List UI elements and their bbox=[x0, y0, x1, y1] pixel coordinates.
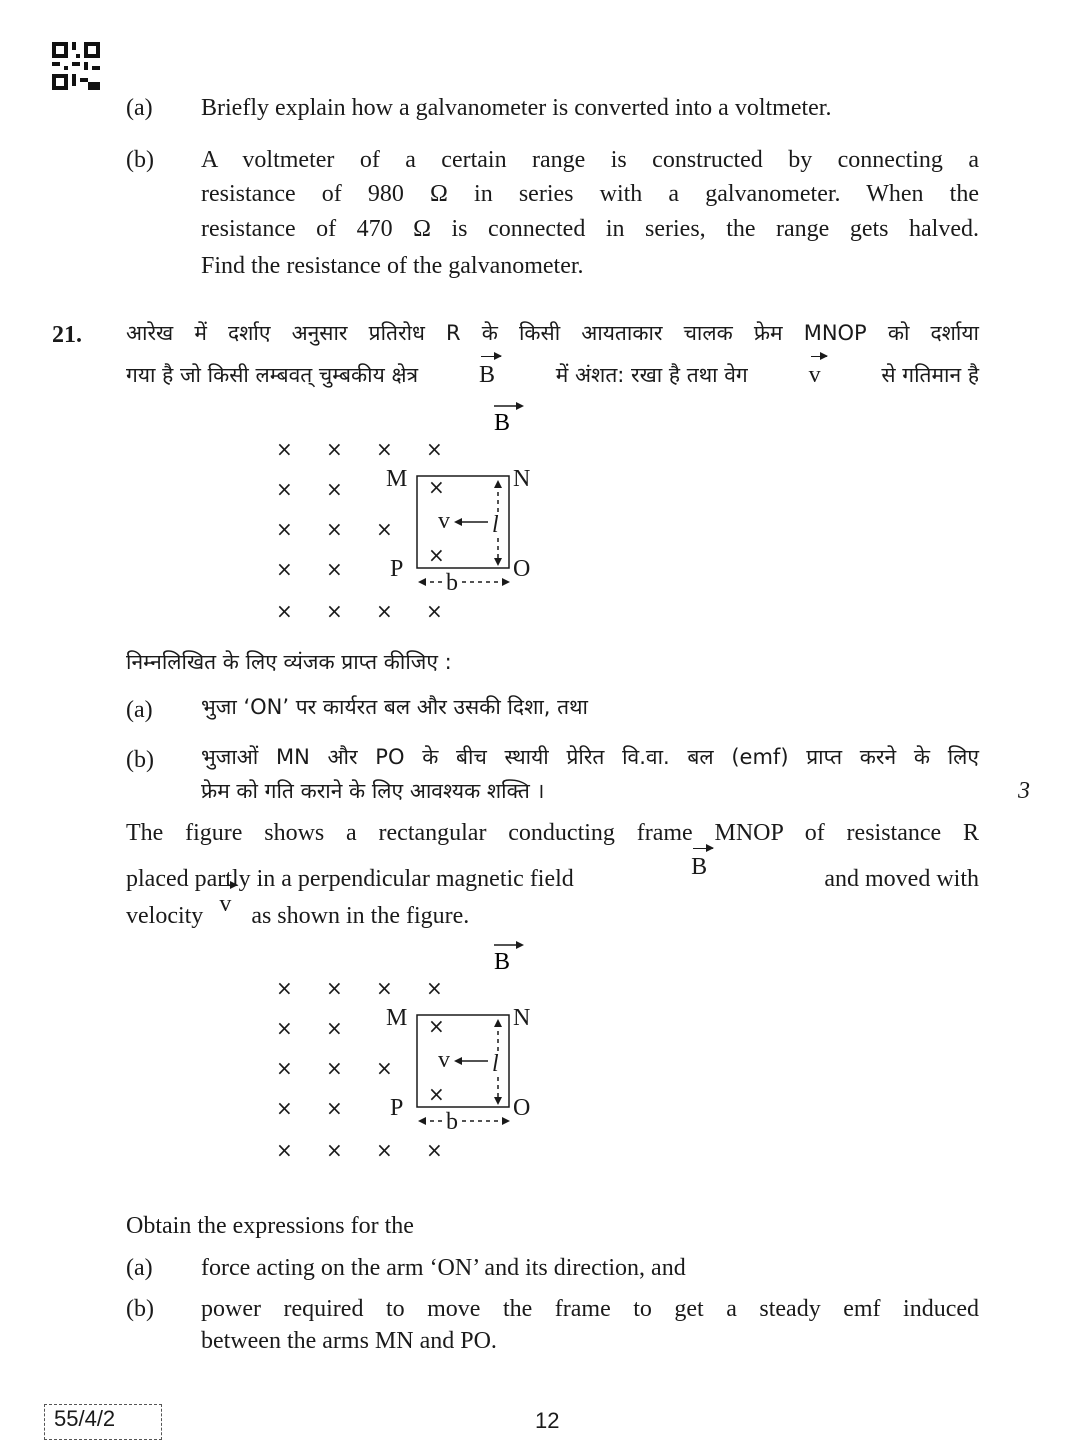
figure-svg bbox=[262, 935, 582, 1175]
cross-mark: × bbox=[376, 599, 393, 623]
q21-en-text: and moved with bbox=[824, 866, 979, 892]
corner-n-label: N bbox=[513, 1005, 531, 1031]
corner-o-label: O bbox=[513, 1095, 531, 1121]
cross-mark: × bbox=[326, 437, 343, 461]
corner-m-label: M bbox=[386, 1005, 408, 1031]
vector-v-symbol: v bbox=[809, 358, 821, 392]
cross-mark: × bbox=[326, 517, 343, 541]
cross-mark: × bbox=[276, 1016, 293, 1040]
q21-hindi-line: आरेख में दर्शाए अनुसार प्रतिरोध R के किसी आयताकार चालक फ्रेम MNOP को दर्शाया bbox=[126, 321, 979, 345]
q20-b-line: Find the resistance of the galvanometer. bbox=[201, 253, 584, 279]
cross-mark: × bbox=[276, 599, 293, 623]
cross-mark: × bbox=[276, 437, 293, 461]
q20-a-label: (a) bbox=[126, 95, 153, 121]
cross-mark: × bbox=[428, 1082, 445, 1106]
corner-o-label: O bbox=[513, 556, 531, 582]
cross-mark: × bbox=[276, 477, 293, 501]
cross-mark: × bbox=[326, 599, 343, 623]
frame-figure-hindi bbox=[262, 396, 582, 636]
vector-v-symbol: v bbox=[219, 887, 231, 921]
field-b-label: B bbox=[494, 949, 511, 975]
cross-mark: × bbox=[326, 1096, 343, 1120]
question-number: 21. bbox=[52, 322, 82, 348]
field-b-label: B bbox=[494, 410, 511, 436]
q21-en-text: velocity bbox=[126, 903, 204, 929]
crosses bbox=[276, 437, 445, 623]
cross-mark: × bbox=[426, 599, 443, 623]
cross-mark: × bbox=[376, 1056, 393, 1080]
cross-mark: × bbox=[376, 1138, 393, 1162]
velocity-arrow bbox=[454, 518, 488, 526]
q21-en-text: as shown in the figure. bbox=[251, 903, 470, 929]
velocity-label: v bbox=[438, 1047, 450, 1073]
cross-mark: × bbox=[426, 437, 443, 461]
vector-b-symbol: B bbox=[479, 358, 495, 392]
q21-hindi-a: भुजा ‘ON’ पर कार्यरत बल और उसकी दिशा, तथा bbox=[201, 695, 588, 719]
q20-b-label: (b) bbox=[126, 147, 154, 173]
q21-hindi-b: भुजाओं MN और PO के बीच स्थायी प्रेरित वि.वा. बल (emf) प्राप्त करने के लिए bbox=[201, 745, 979, 769]
frame-figure-english bbox=[262, 935, 582, 1175]
q20-b-line: A voltmeter of a certain range is constructed by connecting a bbox=[201, 147, 979, 173]
cross-mark: × bbox=[276, 1096, 293, 1120]
q21-en-line-3 bbox=[126, 891, 470, 933]
crosses bbox=[276, 976, 445, 1162]
field-label-group bbox=[494, 402, 524, 436]
cross-mark: × bbox=[428, 475, 445, 499]
cross-mark: × bbox=[326, 557, 343, 581]
cross-mark: × bbox=[428, 543, 445, 567]
corner-n-label: N bbox=[513, 466, 531, 492]
width-label: b bbox=[446, 570, 458, 596]
vector-b-symbol: B bbox=[691, 850, 707, 884]
width-dimension-arrow bbox=[418, 1117, 510, 1125]
corner-p-label: P bbox=[390, 1095, 404, 1121]
q21-en-a-label: (a) bbox=[126, 1255, 153, 1281]
cross-mark: × bbox=[276, 557, 293, 581]
q21-en-line: The figure shows a rectangular conducting frame MNOP of resistance R bbox=[126, 820, 979, 846]
q21-en-line-2 bbox=[126, 854, 979, 896]
cross-mark: × bbox=[428, 1014, 445, 1038]
paper-code: 55/4/2 bbox=[54, 1406, 116, 1431]
cross-mark: × bbox=[276, 1138, 293, 1162]
cross-mark: × bbox=[326, 1138, 343, 1162]
marks: 3 bbox=[1018, 778, 1030, 804]
q21-en-b: between the arms MN and PO. bbox=[201, 1328, 497, 1354]
length-label: l bbox=[492, 1051, 499, 1077]
q21-hindi-a-label: (a) bbox=[126, 697, 153, 723]
cross-mark: × bbox=[376, 437, 393, 461]
cross-mark: × bbox=[326, 976, 343, 1000]
cross-mark: × bbox=[376, 517, 393, 541]
q21-hindi-b: फ्रेम को गति कराने के लिए आवश्यक शक्ति । bbox=[201, 779, 545, 803]
q20-b-line: resistance of 470 Ω is connected in series, the range gets halved. bbox=[201, 216, 979, 242]
cross-mark: × bbox=[276, 517, 293, 541]
corner-p-label: P bbox=[390, 556, 404, 582]
width-dimension-arrow bbox=[418, 578, 510, 586]
length-label: l bbox=[492, 512, 499, 538]
q21-hindi-obtain: निम्नलिखित के लिए व्यंजक प्राप्त कीजिए : bbox=[126, 650, 452, 674]
field-label-group bbox=[494, 941, 524, 975]
q21-en-b: power required to move the frame to get a steady emf induced bbox=[201, 1296, 979, 1322]
q21-en-b-label: (b) bbox=[126, 1296, 154, 1322]
corner-m-label: M bbox=[386, 466, 408, 492]
q21-en-obtain: Obtain the expressions for the bbox=[126, 1213, 414, 1239]
velocity-label: v bbox=[438, 508, 450, 534]
q21-hindi-line-2 bbox=[126, 358, 979, 392]
q21-hindi-b-label: (b) bbox=[126, 747, 154, 773]
cross-mark: × bbox=[326, 1016, 343, 1040]
q21-en-text: placed partly in a perpendicular magnetic field bbox=[126, 866, 574, 892]
cross-mark: × bbox=[326, 477, 343, 501]
cross-mark: × bbox=[276, 1056, 293, 1080]
cross-mark: × bbox=[376, 976, 393, 1000]
q21-hindi-text: में अंशत: रखा है तथा वेग bbox=[555, 363, 748, 387]
cross-mark: × bbox=[276, 976, 293, 1000]
q21-hindi-text: से गतिमान है bbox=[881, 363, 979, 387]
cross-mark: × bbox=[326, 1056, 343, 1080]
q20-a-text: Briefly explain how a galvanometer is converted into a voltmeter. bbox=[201, 95, 832, 121]
q21-hindi-text: गया है जो किसी लम्बवत् चुम्बकीय क्षेत्र bbox=[126, 363, 419, 387]
width-label: b bbox=[446, 1109, 458, 1135]
qr-code-icon bbox=[52, 42, 100, 90]
velocity-arrow bbox=[454, 1057, 488, 1065]
page-number: 12 bbox=[535, 1408, 560, 1433]
cross-mark: × bbox=[426, 1138, 443, 1162]
cross-mark: × bbox=[426, 976, 443, 1000]
q21-en-a: force acting on the arm ‘ON’ and its direction, and bbox=[201, 1255, 686, 1281]
q20-b-line: resistance of 980 Ω in series with a galvanometer. When the bbox=[201, 181, 979, 207]
figure-svg bbox=[262, 396, 582, 636]
